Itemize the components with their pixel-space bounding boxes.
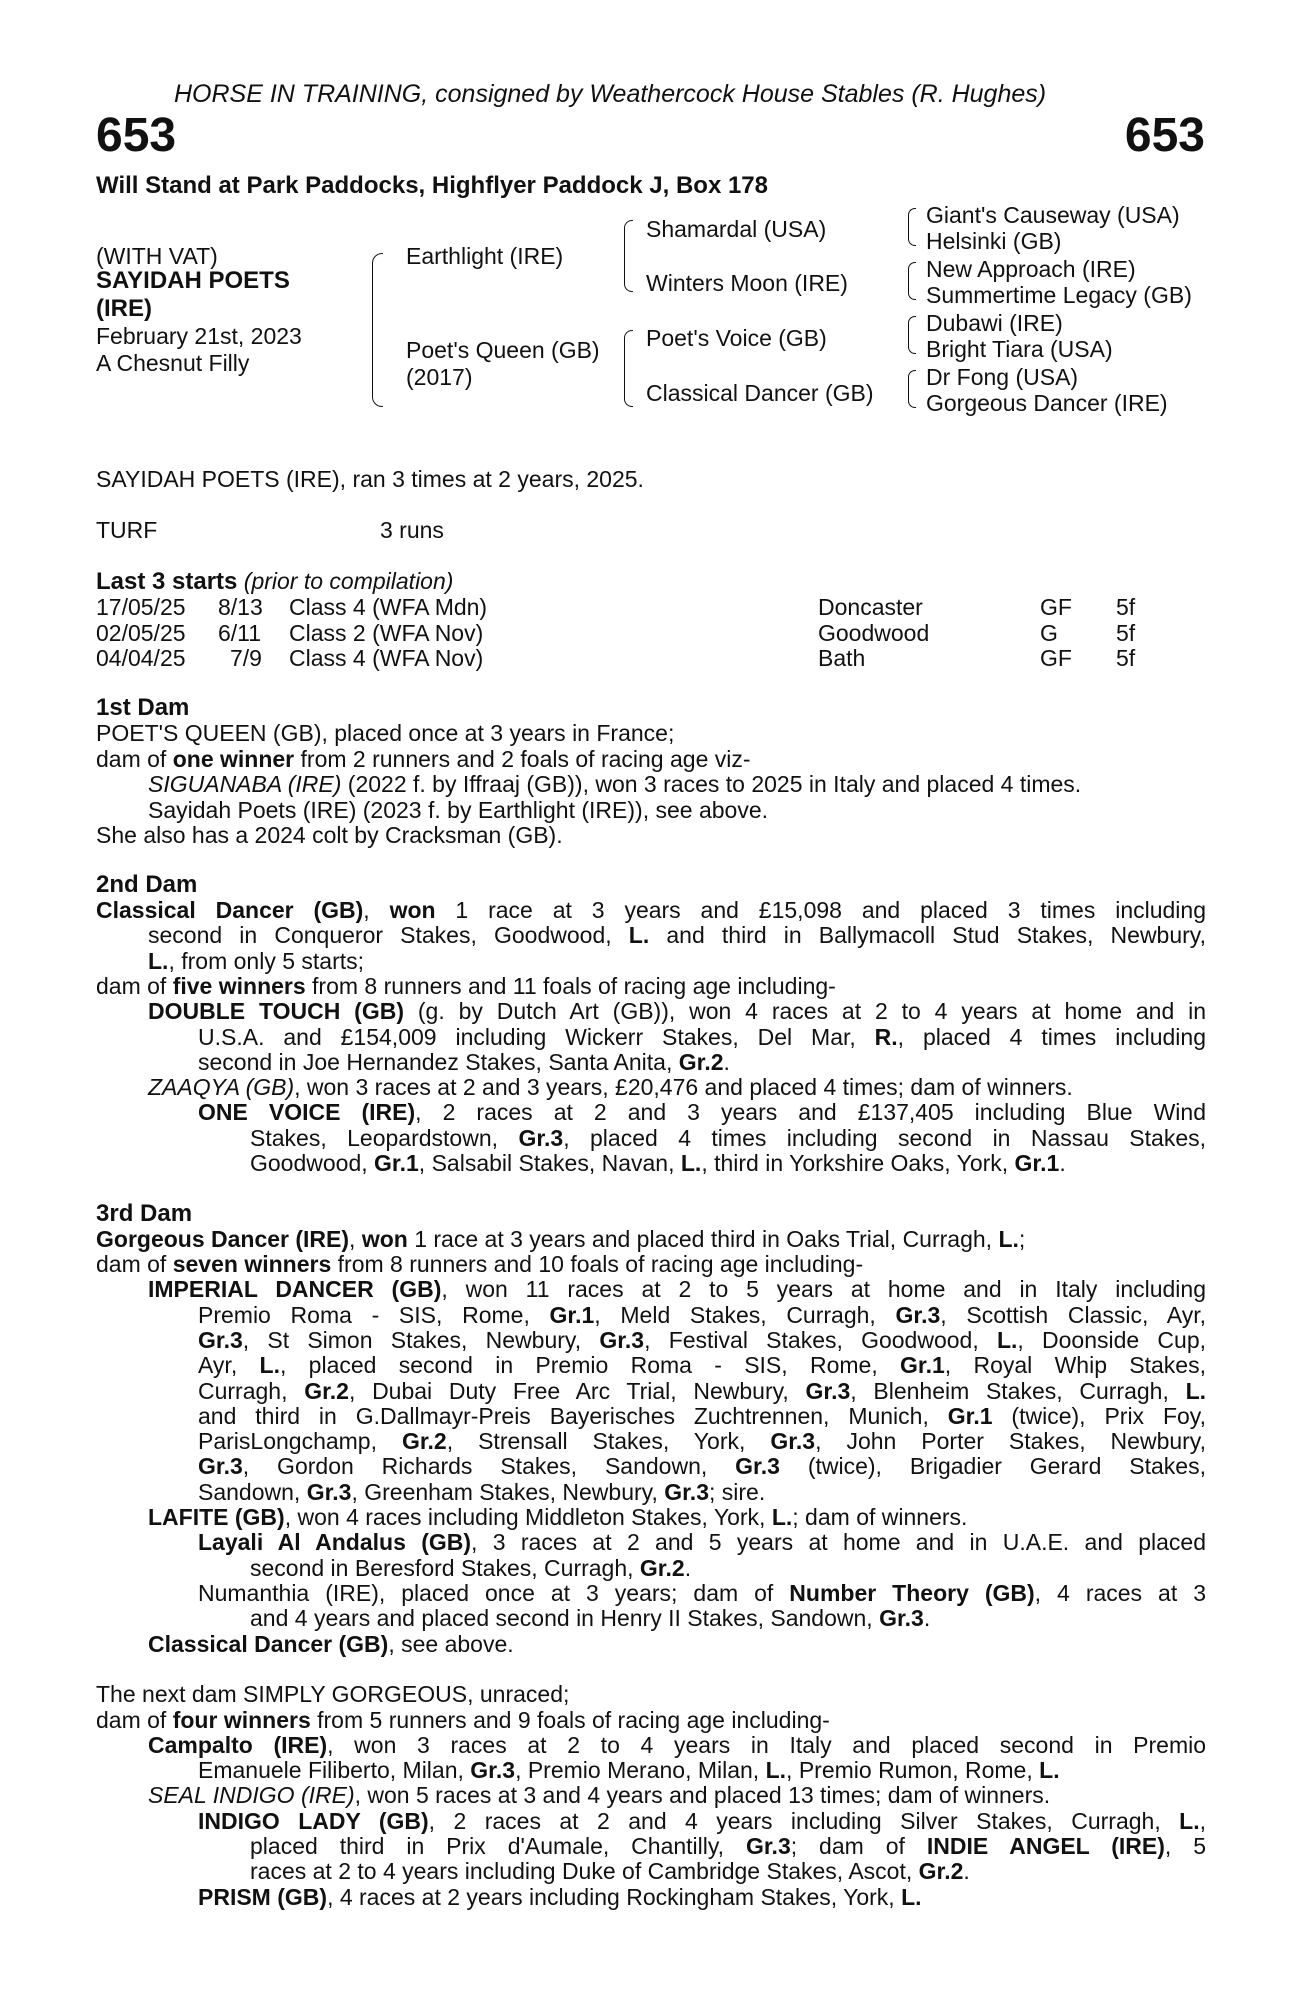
text-run: dam of [96, 973, 173, 999]
text-run: Gr.3 [895, 1302, 941, 1328]
first-dam-line: She also has a 2024 colt by Cracksman (GB). [96, 822, 563, 848]
text-run: Gr.1 [1014, 1150, 1060, 1176]
text-run: . [723, 1049, 730, 1075]
text-run: , 2 races at 2 and 3 years and £137,405 including Blue Wind [415, 1099, 1206, 1125]
third-dam-line [198, 1352, 1206, 1378]
start-date: 04/04/25 [96, 645, 186, 671]
text-run: Gr.1 [947, 1403, 993, 1429]
text-run: Numanthia (IRE), placed once at 3 years; dam of [198, 1580, 790, 1606]
consignment-line: HORSE IN TRAINING, consigned by Weathercock House Stables (R. Hughes) [174, 80, 1047, 108]
text-run: L. [148, 948, 169, 974]
second-dam-line [148, 1074, 1073, 1100]
text-run: SEAL INDIGO (IRE) [148, 1782, 355, 1808]
text-run: , won 4 races including Middleton Stakes, York, [284, 1504, 772, 1530]
text-run: SIGUANABA (IRE) [148, 771, 342, 797]
third-dam-line [250, 1555, 691, 1581]
text-run: and third in Ballymacoll Stud Stakes, Newbury, [649, 922, 1206, 948]
first-dam-line: Sayidah Poets (IRE) (2023 f. by Earthlight (IRE)), see above. [148, 797, 769, 823]
third-dam-line [96, 1226, 1025, 1252]
text-run: ; [1018, 1226, 1026, 1252]
text-run: , Dubai Duty Free Arc Trial, Newbury, [348, 1378, 806, 1404]
start-course: Goodwood [818, 620, 930, 646]
text-run: , Royal Whip Stakes, [944, 1352, 1206, 1378]
third-dam-heading: 3rd Dam [96, 1200, 193, 1227]
second-dam-line [198, 1099, 1206, 1125]
text-run: Gr.3 [518, 1125, 564, 1151]
dam-name: Poet's Queen (GB) [406, 337, 600, 363]
text-run: (2022 f. by Iffraaj (GB)), won 3 races to 2025 in Italy and placed 4 times. [341, 771, 1082, 797]
text-run: , Greenham Stakes, Newbury, [351, 1479, 665, 1505]
third-dam-line [198, 1378, 1206, 1404]
horse-suffix: (IRE) [96, 295, 152, 322]
vat-note: (WITH VAT) [96, 243, 218, 269]
text-run: PRISM (GB) [198, 1884, 328, 1910]
third-dam-line [148, 1504, 967, 1530]
text-run: , Premio Merano, Milan, [515, 1757, 766, 1783]
text-run: 1 race at 3 years and placed third in Oaks Trial, Curragh, [407, 1226, 999, 1252]
ggp-1: Giant's Causeway (USA) [926, 202, 1180, 228]
surface-label: TURF [96, 517, 158, 543]
text-run: ; sire. [709, 1479, 766, 1505]
text-run: Classical Dancer (GB) [96, 897, 364, 923]
text-run: Gr.2 [678, 1049, 724, 1075]
first-dam-line [148, 771, 1081, 797]
ggp-2: Helsinki (GB) [926, 228, 1062, 254]
text-run: from 2 runners and 2 foals of racing age viz- [294, 746, 751, 772]
third-dam-line [198, 1453, 1206, 1479]
start-race: Class 4 (WFA Mdn) [289, 594, 488, 620]
text-run: , placed 4 times including second in Nassau Stakes, [563, 1125, 1206, 1151]
text-run: second in Beresford Stakes, Curragh, [250, 1555, 640, 1581]
second-dam-line [96, 973, 836, 999]
text-run: Gr.1 [900, 1352, 945, 1378]
start-going: GF [1040, 594, 1072, 620]
text-run: , placed second in Premio Roma - SIS, Rome, [279, 1352, 901, 1378]
text-run: , won 3 races at 2 to 4 years in Italy and placed second in Premio [327, 1732, 1206, 1758]
text-run: . [1059, 1150, 1066, 1176]
text-run: Gr.2 [304, 1378, 349, 1404]
fourth-dam-line [148, 1782, 1050, 1808]
text-run: , [1199, 1808, 1206, 1834]
text-run: . [963, 1858, 970, 1884]
text-run: , won 3 races at 2 and 3 years, £20,476 and placed 4 times; dam of winners. [294, 1074, 1073, 1100]
text-run: , 3 races at 2 and 5 years at home and in U.A.E. and placed [471, 1529, 1206, 1555]
text-run: Gr.3 [470, 1757, 516, 1783]
text-run: DOUBLE TOUCH (GB) [148, 998, 405, 1024]
start-course: Bath [818, 645, 866, 671]
text-run: L. [996, 1327, 1018, 1353]
text-run: LAFITE (GB) [148, 1504, 285, 1530]
ggp-8: Gorgeous Dancer (IRE) [926, 390, 1168, 416]
text-run: . [684, 1555, 692, 1581]
text-run: ZAAQYA (GB) [148, 1074, 295, 1100]
text-run: four winners [172, 1707, 311, 1733]
text-run: Gr.3 [879, 1605, 924, 1631]
text-run: Gr.3 [198, 1453, 243, 1479]
third-dam-line [198, 1302, 1206, 1328]
first-dam-line: POET'S QUEEN (GB), placed once at 3 years in France; [96, 720, 675, 746]
text-run: Number Theory (GB) [789, 1580, 1035, 1606]
start-position: 7/9 [230, 645, 262, 671]
fourth-dam-line [198, 1757, 1060, 1783]
start-date: 02/05/25 [96, 620, 186, 646]
text-run: Gr.3 [735, 1453, 780, 1479]
last-starts-title: Last 3 starts [96, 568, 238, 595]
first-dam-heading: 1st Dam [96, 694, 190, 721]
text-run: , 4 races at 2 years including Rockingham Stakes, York, [327, 1884, 902, 1910]
ggp-5: Dubawi (IRE) [926, 310, 1063, 336]
text-run: L. [998, 1226, 1019, 1252]
lot-number-right: 653 [1124, 109, 1205, 162]
text-run: Goodwood, [250, 1150, 375, 1176]
last-starts-note: (prior to compilation) [243, 568, 454, 594]
text-run: dam of [96, 1251, 173, 1277]
text-run: Gr.2 [918, 1858, 964, 1884]
text-run: L. [680, 1150, 702, 1176]
text-run: won [389, 897, 436, 923]
second-dam-line [250, 1125, 1206, 1151]
ggp-4: Summertime Legacy (GB) [926, 282, 1192, 308]
second-dam-line [148, 998, 1206, 1024]
text-run: , see above. [388, 1631, 514, 1657]
text-run: L. [901, 1884, 922, 1910]
runs-count: 3 runs [380, 517, 444, 543]
text-run: ParisLongchamp, [198, 1428, 402, 1454]
start-distance: 5f [1116, 620, 1136, 646]
text-run: Campalto (IRE) [148, 1732, 328, 1758]
text-run: U.S.A. and £154,009 including Wickerr Stakes, Del Mar, [198, 1024, 875, 1050]
text-run: five winners [172, 973, 306, 999]
text-run: Gr.3 [599, 1327, 645, 1353]
text-run: , [363, 897, 390, 923]
start-date: 17/05/25 [96, 594, 186, 620]
text-run: , John Porter Stakes, Newbury, [815, 1428, 1206, 1454]
text-run: , Blenheim Stakes, Curragh, [850, 1378, 1186, 1404]
start-going: G [1040, 620, 1058, 646]
fourth-dam-line [250, 1833, 1206, 1859]
lot-number-left: 653 [96, 109, 177, 162]
text-run: , St Simon Stakes, Newbury, [242, 1327, 600, 1353]
sire-dam: Winters Moon (IRE) [646, 270, 848, 296]
brace-ggp-1 [908, 208, 916, 246]
text-run: ONE VOICE (IRE) [198, 1099, 416, 1125]
text-run: Gr.3 [664, 1479, 709, 1505]
brace-main [372, 253, 383, 407]
text-run: from 8 runners and 11 foals of racing age including- [305, 973, 836, 999]
start-race: Class 2 (WFA Nov) [289, 620, 484, 646]
second-dam-line [198, 1024, 1206, 1050]
text-run: Gr.2 [401, 1428, 447, 1454]
text-run: Gr.3 [306, 1479, 352, 1505]
brace-ggp-4 [908, 370, 916, 408]
dam-dam: Classical Dancer (GB) [646, 380, 874, 406]
second-dam-line [148, 948, 364, 974]
text-run: , 2 races at 2 and 4 years including Silver Stakes, Curragh, [428, 1808, 1180, 1834]
sire-sire: Shamardal (USA) [646, 216, 827, 242]
start-position: 8/13 [218, 594, 263, 620]
third-dam-line [198, 1580, 1206, 1606]
text-run: 1 race at 3 years and £15,098 and placed 3 times including [435, 897, 1206, 923]
text-run: Layali Al Andalus (GB) [198, 1529, 472, 1555]
foaling-date: February 21st, 2023 [96, 323, 302, 349]
brace-dam [624, 330, 633, 407]
text-run: Stakes, Leopardstown, [250, 1125, 519, 1151]
text-run: Gr.3 [805, 1378, 851, 1404]
text-run: Gr.3 [770, 1428, 816, 1454]
third-dam-line [198, 1403, 1206, 1429]
third-dam-line [250, 1605, 930, 1631]
text-run: Curragh, [198, 1378, 305, 1404]
second-dam-line [148, 922, 1206, 948]
text-run: , Salsabil Stakes, Navan, [418, 1150, 681, 1176]
horse-description: A Chesnut Filly [96, 350, 250, 376]
dam-year: (2017) [406, 364, 473, 390]
brace-ggp-2 [908, 262, 916, 300]
text-run: (twice), Prix Foy, [992, 1403, 1206, 1429]
text-run: , Doonside Cup, [1017, 1327, 1206, 1353]
sire-name: Earthlight (IRE) [406, 243, 564, 269]
text-run: L. [1179, 1808, 1200, 1834]
text-run: Gr.3 [198, 1327, 243, 1353]
start-going: GF [1040, 645, 1072, 671]
fourth-dam-line [148, 1732, 1206, 1758]
start-position: 6/11 [218, 620, 262, 646]
third-dam-line [198, 1428, 1206, 1454]
text-run: and third in G.Dallmayr-Preis Bayerisches Zuchtrennen, Munich, [198, 1403, 948, 1429]
start-course: Doncaster [818, 594, 923, 620]
text-run: Gr.1 [374, 1150, 419, 1176]
race-record-summary: SAYIDAH POETS (IRE), ran 3 times at 2 years, 2025. [96, 466, 644, 492]
text-run: L. [259, 1352, 280, 1378]
text-run: , 4 races at 3 [1034, 1580, 1206, 1606]
fourth-dam-line [250, 1858, 970, 1884]
text-run: Classical Dancer (GB) [148, 1631, 389, 1657]
text-run: from 8 runners and 10 foals of racing age including- [331, 1251, 864, 1277]
text-run: and 4 years and placed second in Henry II Stakes, Sandown, [250, 1605, 880, 1631]
text-run: dam of [96, 746, 173, 772]
text-run: Premio Roma - SIS, Rome, [198, 1302, 550, 1328]
third-dam-line [198, 1479, 765, 1505]
text-run: won [361, 1226, 408, 1252]
text-run: L. [1185, 1378, 1206, 1404]
fourth-dam-line [198, 1808, 1206, 1834]
brace-ggp-3 [908, 316, 916, 354]
brace-sire [624, 220, 633, 292]
horse-name: SAYIDAH POETS [96, 267, 290, 294]
text-run: Gr.2 [639, 1555, 685, 1581]
start-distance: 5f [1116, 594, 1136, 620]
text-run: L. [771, 1504, 793, 1530]
text-run: seven winners [172, 1251, 332, 1277]
text-run: L. [628, 922, 650, 948]
text-run: L. [765, 1757, 787, 1783]
last-starts-heading [96, 568, 453, 595]
text-run: , won 5 races at 3 and 4 years and placed 13 times; dam of winners. [354, 1782, 1051, 1808]
text-run: Sandown, [198, 1479, 307, 1505]
first-dam-line [96, 746, 751, 772]
text-run: . [923, 1605, 931, 1631]
text-run: from 5 runners and 9 foals of racing age including- [310, 1707, 830, 1733]
ggp-7: Dr Fong (USA) [926, 364, 1079, 390]
stabling-location: Will Stand at Park Paddocks, Highflyer Paddock J, Box 178 [96, 172, 768, 199]
start-distance: 5f [1116, 645, 1136, 671]
text-run: dam of [96, 1707, 173, 1733]
third-dam-line [148, 1276, 1206, 1302]
text-run: Gr.3 [745, 1833, 791, 1859]
second-dam-line [198, 1049, 730, 1075]
text-run: second in Joe Hernandez Stakes, Santa Anita, [198, 1049, 679, 1075]
second-dam-line [250, 1150, 1066, 1176]
text-run: INDIGO LADY (GB) [198, 1808, 429, 1834]
text-run: IMPERIAL DANCER (GB) [148, 1276, 442, 1302]
text-run: ; dam of [790, 1833, 927, 1859]
text-run: , Strensall Stakes, York, [446, 1428, 771, 1454]
fourth-dam-line [198, 1884, 922, 1910]
second-dam-heading: 2nd Dam [96, 871, 198, 898]
text-run: , Scottish Classic, Ayr, [940, 1302, 1206, 1328]
third-dam-line [96, 1251, 863, 1277]
text-run: second in Conqueror Stakes, Goodwood, [148, 922, 629, 948]
text-run: , Premio Rumon, Rome, [786, 1757, 1040, 1783]
text-run: placed third in Prix d'Aumale, Chantilly, [250, 1833, 746, 1859]
second-dam-line [96, 897, 1206, 923]
text-run: , [349, 1226, 362, 1252]
text-run: Gr.1 [549, 1302, 595, 1328]
third-dam-line [198, 1529, 1206, 1555]
text-run: , won 11 races at 2 to 5 years at home and in Italy including [441, 1276, 1206, 1302]
text-run: , placed 4 times including [897, 1024, 1206, 1050]
third-dam-line [148, 1631, 514, 1657]
text-run: L. [1039, 1757, 1060, 1783]
ggp-3: New Approach (IRE) [926, 256, 1136, 282]
text-run: one winner [172, 746, 295, 772]
dam-sire: Poet's Voice (GB) [646, 325, 827, 351]
text-run: , Gordon Richards Stakes, Sandown, [242, 1453, 736, 1479]
fourth-dam-line: The next dam SIMPLY GORGEOUS, unraced; [96, 1681, 570, 1707]
text-run: , 5 [1164, 1833, 1206, 1859]
text-run: Gorgeous Dancer (IRE) [96, 1226, 350, 1252]
text-run: INDIE ANGEL (IRE) [926, 1833, 1165, 1859]
ggp-6: Bright Tiara (USA) [926, 336, 1113, 362]
text-run: R. [874, 1024, 898, 1050]
text-run: (g. by Dutch Art (GB)), won 4 races at 2 to 4 years at home and in [404, 998, 1206, 1024]
third-dam-line [198, 1327, 1206, 1353]
fourth-dam-line [96, 1707, 830, 1733]
text-run: Ayr, [198, 1352, 260, 1378]
text-run: , Festival Stakes, Goodwood, [644, 1327, 997, 1353]
text-run: (twice), Brigadier Gerard Stakes, [779, 1453, 1206, 1479]
text-run: races at 2 to 4 years including Duke of Cambridge Stakes, Ascot, [250, 1858, 919, 1884]
text-run: ; dam of winners. [792, 1504, 968, 1530]
text-run: , Meld Stakes, Curragh, [594, 1302, 896, 1328]
text-run: , third in Yorkshire Oaks, York, [701, 1150, 1015, 1176]
text-run: Emanuele Filiberto, Milan, [198, 1757, 471, 1783]
text-run: , from only 5 starts; [168, 948, 365, 974]
start-race: Class 4 (WFA Nov) [289, 645, 484, 671]
